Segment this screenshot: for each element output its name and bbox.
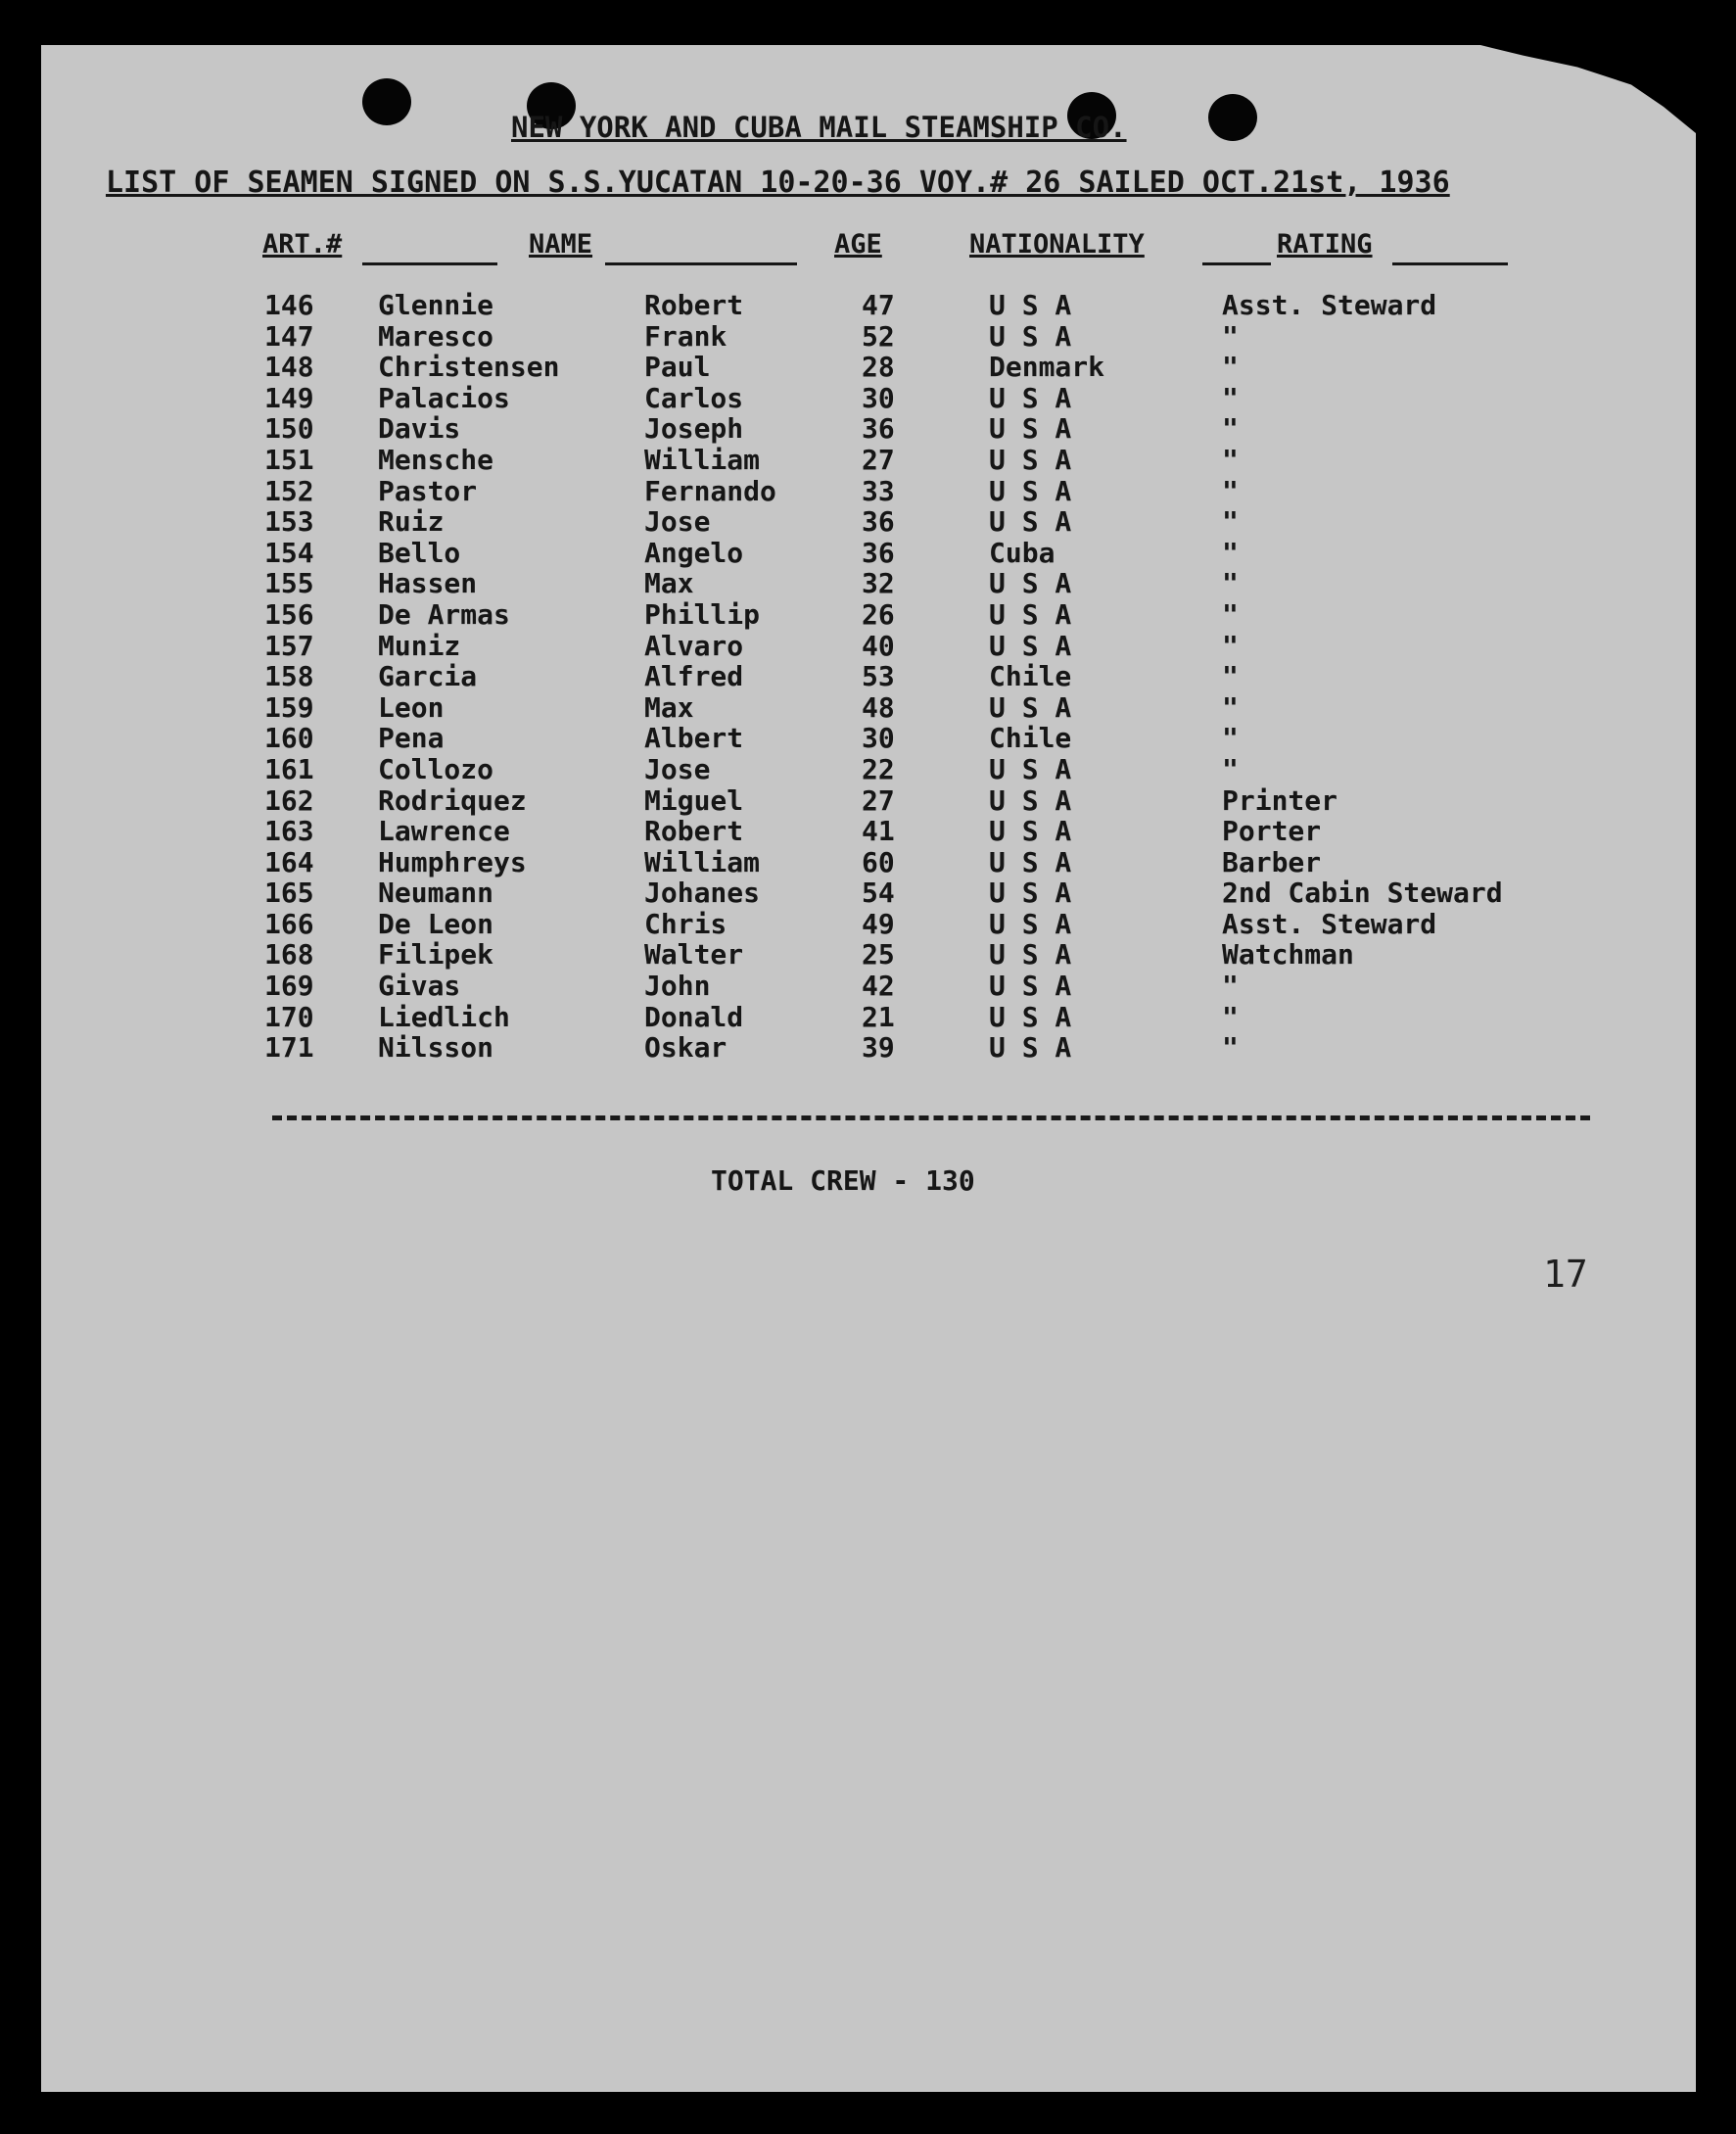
- table-row: [41, 383, 1696, 414]
- row-art: 155: [264, 567, 314, 600]
- row-surname: Bello: [378, 536, 461, 569]
- row-nationality: U S A: [989, 474, 1072, 507]
- row-first-name: Angelo: [644, 536, 744, 569]
- row-first-name: John: [644, 970, 711, 1003]
- row-age: 36: [862, 505, 895, 539]
- row-rating: ": [1222, 505, 1239, 539]
- row-art: 163: [264, 815, 314, 848]
- table-row: [41, 352, 1696, 383]
- row-first-name: Carlos: [644, 381, 744, 414]
- punch-hole: [362, 78, 411, 125]
- table-row: [41, 909, 1696, 940]
- row-nationality: U S A: [989, 815, 1072, 848]
- row-art: 157: [264, 629, 314, 662]
- row-rating: ": [1222, 752, 1239, 785]
- row-surname: Neumann: [378, 877, 494, 910]
- row-age: 28: [862, 351, 895, 384]
- column-header-rating: RATING: [1277, 229, 1373, 260]
- row-rating: Porter: [1222, 815, 1322, 848]
- row-rating: Asst. Steward: [1222, 907, 1437, 940]
- row-rating: Printer: [1222, 783, 1338, 817]
- row-art: 168: [264, 938, 314, 972]
- row-age: 30: [862, 722, 895, 755]
- row-first-name: Walter: [644, 938, 744, 972]
- row-age: 49: [862, 907, 895, 940]
- row-surname: Christensen: [378, 351, 560, 384]
- row-nationality: U S A: [989, 783, 1072, 817]
- row-first-name: Miguel: [644, 783, 744, 817]
- dashed-separator: [272, 1115, 1590, 1120]
- row-surname: Mensche: [378, 443, 494, 476]
- row-surname: Humphreys: [378, 845, 527, 878]
- row-nationality: U S A: [989, 907, 1072, 940]
- row-art: 166: [264, 907, 314, 940]
- row-age: 60: [862, 845, 895, 878]
- row-age: 42: [862, 970, 895, 1003]
- row-rating: ": [1222, 1031, 1239, 1065]
- row-age: 47: [862, 289, 895, 321]
- header-rule: [362, 262, 497, 265]
- row-art: 161: [264, 752, 314, 785]
- row-nationality: U S A: [989, 877, 1072, 910]
- row-nationality: U S A: [989, 1031, 1072, 1065]
- row-first-name: William: [644, 443, 761, 476]
- column-header-nationality: NATIONALITY: [969, 229, 1145, 260]
- row-rating: ": [1222, 412, 1239, 446]
- table-row: [41, 723, 1696, 754]
- row-age: 22: [862, 752, 895, 785]
- row-surname: Maresco: [378, 319, 494, 353]
- row-nationality: U S A: [989, 319, 1072, 353]
- row-age: 21: [862, 1000, 895, 1033]
- row-nationality: U S A: [989, 505, 1072, 539]
- row-first-name: Paul: [644, 351, 711, 384]
- row-first-name: Jose: [644, 752, 711, 785]
- row-first-name: William: [644, 845, 761, 878]
- header-rule: [605, 262, 797, 265]
- row-age: 39: [862, 1031, 895, 1065]
- table-row: [41, 1002, 1696, 1033]
- row-first-name: Max: [644, 567, 694, 600]
- row-age: 53: [862, 660, 895, 693]
- table-row: [41, 631, 1696, 662]
- row-rating: ": [1222, 474, 1239, 507]
- row-nationality: U S A: [989, 597, 1072, 631]
- row-nationality: Denmark: [989, 351, 1105, 384]
- punch-hole: [1208, 94, 1257, 141]
- table-row: [41, 971, 1696, 1002]
- row-surname: Leon: [378, 690, 445, 724]
- row-rating: ": [1222, 351, 1239, 384]
- row-nationality: Cuba: [989, 536, 1056, 569]
- row-nationality: U S A: [989, 970, 1072, 1003]
- column-header-name: NAME: [529, 229, 593, 260]
- row-art: 170: [264, 1000, 314, 1033]
- row-rating: ": [1222, 567, 1239, 600]
- row-surname: De Leon: [378, 907, 494, 940]
- row-art: 148: [264, 351, 314, 384]
- row-nationality: U S A: [989, 845, 1072, 878]
- row-art: 151: [264, 443, 314, 476]
- row-age: 33: [862, 474, 895, 507]
- row-surname: Collozo: [378, 752, 494, 785]
- row-age: 36: [862, 412, 895, 446]
- row-first-name: Johanes: [644, 877, 761, 910]
- list-title: LIST OF SEAMEN SIGNED ON S.S.YUCATAN 10-20-36 VOY.# 26 SAILED OCT.21st, 1936: [106, 166, 1450, 200]
- row-rating: Watchman: [1222, 938, 1354, 972]
- table-row: [41, 754, 1696, 785]
- row-art: 152: [264, 474, 314, 507]
- row-surname: Muniz: [378, 629, 461, 662]
- table-row: [41, 785, 1696, 817]
- row-rating: ": [1222, 722, 1239, 755]
- table-row: [41, 538, 1696, 569]
- row-rating: Asst. Steward: [1222, 289, 1437, 321]
- row-age: 25: [862, 938, 895, 972]
- row-nationality: Chile: [989, 660, 1072, 693]
- row-surname: Glennie: [378, 289, 494, 321]
- row-first-name: Frank: [644, 319, 727, 353]
- row-first-name: Robert: [644, 289, 744, 321]
- table-row: [41, 599, 1696, 631]
- row-surname: Givas: [378, 970, 461, 1003]
- row-art: 171: [264, 1031, 314, 1065]
- row-first-name: Jose: [644, 505, 711, 539]
- row-surname: Filipek: [378, 938, 494, 972]
- row-rating: ": [1222, 319, 1239, 353]
- table-row: [41, 476, 1696, 507]
- row-surname: Rodriquez: [378, 783, 527, 817]
- row-rating: Barber: [1222, 845, 1322, 878]
- row-age: 27: [862, 443, 895, 476]
- row-rating: ": [1222, 629, 1239, 662]
- row-nationality: U S A: [989, 752, 1072, 785]
- row-rating: ": [1222, 660, 1239, 693]
- table-row: [41, 847, 1696, 878]
- row-surname: Nilsson: [378, 1031, 494, 1065]
- row-surname: Pastor: [378, 474, 478, 507]
- row-first-name: Donald: [644, 1000, 744, 1033]
- row-age: 48: [862, 690, 895, 724]
- row-surname: Pena: [378, 722, 445, 755]
- row-art: 159: [264, 690, 314, 724]
- row-surname: De Armas: [378, 597, 510, 631]
- row-surname: Liedlich: [378, 1000, 510, 1033]
- row-rating: ": [1222, 1000, 1239, 1033]
- company-title: NEW YORK AND CUBA MAIL STEAMSHIP CO.: [511, 111, 1127, 144]
- row-art: 165: [264, 877, 314, 910]
- row-first-name: Alfred: [644, 660, 744, 693]
- row-first-name: Oskar: [644, 1031, 727, 1065]
- row-surname: Hassen: [378, 567, 478, 600]
- row-art: 150: [264, 412, 314, 446]
- table-row: [41, 939, 1696, 971]
- row-art: 162: [264, 783, 314, 817]
- row-nationality: U S A: [989, 381, 1072, 414]
- row-first-name: Robert: [644, 815, 744, 848]
- row-first-name: Albert: [644, 722, 744, 755]
- row-nationality: U S A: [989, 412, 1072, 446]
- row-nationality: U S A: [989, 938, 1072, 972]
- row-nationality: U S A: [989, 289, 1072, 321]
- row-art: 156: [264, 597, 314, 631]
- paper-sheet: [41, 45, 1696, 2092]
- row-age: 32: [862, 567, 895, 600]
- table-row: [41, 321, 1696, 353]
- column-header-age: AGE: [834, 229, 882, 260]
- row-nationality: Chile: [989, 722, 1072, 755]
- row-nationality: U S A: [989, 567, 1072, 600]
- row-rating: ": [1222, 536, 1239, 569]
- table-row: [41, 1032, 1696, 1064]
- row-art: 164: [264, 845, 314, 878]
- header-rule: [1202, 262, 1271, 265]
- table-row: [41, 445, 1696, 476]
- row-first-name: Joseph: [644, 412, 744, 446]
- row-rating: ": [1222, 443, 1239, 476]
- row-rating: ": [1222, 597, 1239, 631]
- row-first-name: Alvaro: [644, 629, 744, 662]
- row-rating: ": [1222, 970, 1239, 1003]
- header-rule: [1392, 262, 1508, 265]
- row-art: 160: [264, 722, 314, 755]
- row-age: 54: [862, 877, 895, 910]
- table-row: [41, 661, 1696, 692]
- row-nationality: U S A: [989, 690, 1072, 724]
- row-art: 149: [264, 381, 314, 414]
- row-first-name: Max: [644, 690, 694, 724]
- row-surname: Palacios: [378, 381, 510, 414]
- row-surname: Ruiz: [378, 505, 445, 539]
- row-rating: ": [1222, 690, 1239, 724]
- row-rating: 2nd Cabin Steward: [1222, 877, 1503, 910]
- row-rating: ": [1222, 381, 1239, 414]
- row-age: 30: [862, 381, 895, 414]
- total-crew: TOTAL CREW - 130: [711, 1164, 975, 1197]
- row-nationality: U S A: [989, 1000, 1072, 1033]
- table-row: [41, 816, 1696, 847]
- table-row: [41, 692, 1696, 724]
- row-age: 40: [862, 629, 895, 662]
- table-row: [41, 290, 1696, 321]
- row-art: 153: [264, 505, 314, 539]
- row-first-name: Phillip: [644, 597, 761, 631]
- row-art: 158: [264, 660, 314, 693]
- table-row: [41, 877, 1696, 909]
- row-surname: Lawrence: [378, 815, 510, 848]
- row-age: 52: [862, 319, 895, 353]
- row-age: 36: [862, 536, 895, 569]
- crew-list: [41, 290, 1696, 1064]
- row-art: 147: [264, 319, 314, 353]
- row-surname: Davis: [378, 412, 461, 446]
- row-surname: Garcia: [378, 660, 478, 693]
- row-age: 27: [862, 783, 895, 817]
- table-row: [41, 506, 1696, 538]
- page-number: 17: [1543, 1253, 1588, 1296]
- table-row: [41, 568, 1696, 599]
- row-age: 26: [862, 597, 895, 631]
- table-row: [41, 413, 1696, 445]
- row-nationality: U S A: [989, 629, 1072, 662]
- row-nationality: U S A: [989, 443, 1072, 476]
- row-first-name: Chris: [644, 907, 727, 940]
- row-first-name: Fernando: [644, 474, 776, 507]
- column-header-art: ART.#: [262, 229, 343, 260]
- row-art: 146: [264, 289, 314, 321]
- row-art: 154: [264, 536, 314, 569]
- row-age: 41: [862, 815, 895, 848]
- torn-corner: [1480, 45, 1696, 133]
- row-art: 169: [264, 970, 314, 1003]
